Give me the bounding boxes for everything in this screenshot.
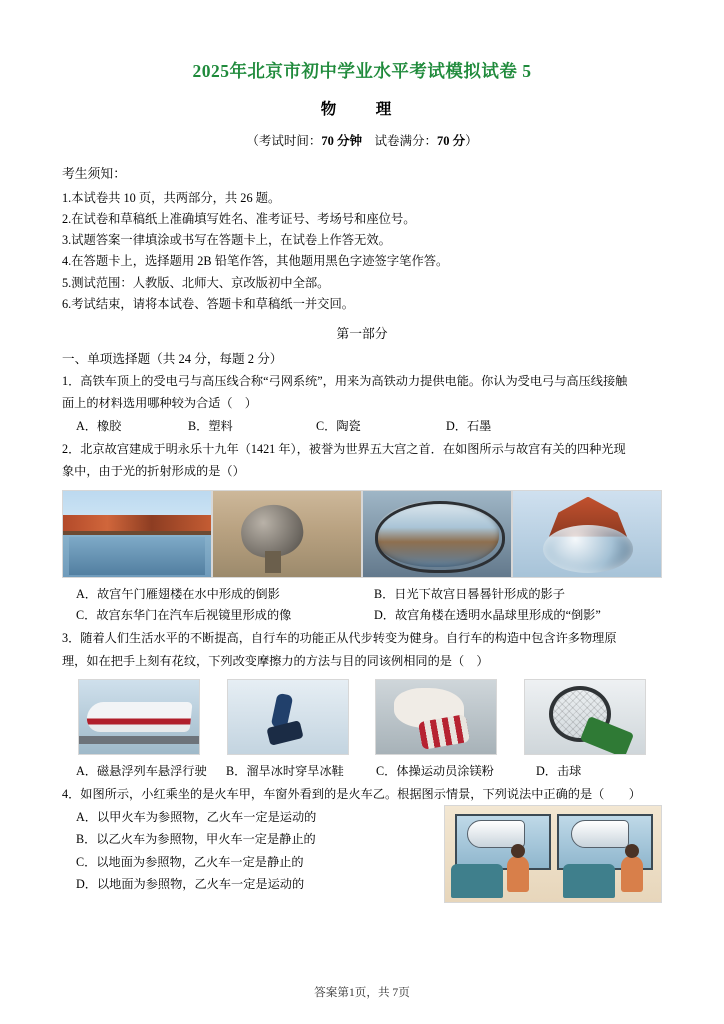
question-4-option-c[interactable]: C．以地面为参照物，乙火车一定是静止的 [76,854,304,869]
question-2-option-c[interactable]: C．故宫东华门在汽车后视镜里形成的像 [76,607,292,622]
question-3-option-c[interactable]: C．体操运动员涂镁粉 [376,764,494,779]
palace-reflection-photo [62,490,212,578]
question-1-options [62,416,662,437]
question-1 [62,371,662,437]
question-3-figures [62,679,662,755]
exam-info-suffix: ） [465,134,478,148]
seat-right [563,864,615,898]
question-4 [62,784,662,903]
section-title-one: 一、单项选择题（共 24 分，每题 2 分） [62,351,283,366]
speed-skater-photo [227,679,349,755]
notice-item-2: 2.在试卷和草稿纸上准确填写姓名、准考证号、考场号和座位号。 [62,212,416,227]
question-4-body [62,805,662,903]
question-3-option-d[interactable]: D．击球 [536,764,582,779]
notice-item-5: 5.测试范围：人教版、北师大、京改版初中全部。 [62,275,330,290]
sundial-photo [212,490,362,578]
question-2-option-b[interactable]: B．日光下故宫日晷晷针形成的影子 [373,586,565,601]
exam-time: 70 分钟 [321,134,362,148]
question-3-stem-line1: 3．随着人们生活水平的不断提高，自行车的功能正从代步转变为健身。自行车的构造中包含许多物理原 [62,631,617,646]
crystal-ball-photo [512,490,662,578]
exam-info-prefix: （考试时间： [246,134,322,148]
notice-item-3: 3.试题答案一律填涂或书写在答题卡上，在试卷上作答无效。 [62,233,391,248]
part-title: 第一部分 [336,326,388,341]
page-title: 2025年北京市初中学业水平考试模拟试卷 5 [192,61,532,81]
tennis-racket-photo [524,679,646,755]
question-2-stem-line1: 2．北京故宫建成于明永乐十九年（1421 年），被誉为世界五大宫之首．在如图所示与故宫有关的四种光现 [62,441,626,456]
car-mirror-photo [362,490,512,578]
question-3-stem-line2: 理，如在把手上刻有花纹，下列改变摩擦力的方法与目的同该例相同的是（ ） [62,653,489,668]
question-2 [62,439,662,627]
passenger-right [621,856,643,892]
question-1-option-d[interactable]: D．石墨 [446,418,492,433]
question-4-stem-line1: 4．如图所示，小红乘坐的是火车甲，车窗外看到的是火车乙。根据图示情景，下列说法中正确的是（ ） [62,787,641,801]
question-4-option-d[interactable]: D．以地面为参照物，乙火车一定是运动的 [76,877,305,891]
question-3-option-a[interactable]: A．磁悬浮列车悬浮行驶 [76,764,207,779]
maglev-train-photo [78,679,200,755]
notice-item-6: 6.考试结束，请将本试卷、答题卡和草稿纸一并交回。 [62,296,355,311]
question-1-option-b[interactable]: B．塑料 [188,418,233,433]
seat-left [451,864,503,898]
question-3 [62,628,662,782]
question-1-option-a[interactable]: A．橡胶 [76,418,122,433]
question-2-option-a[interactable]: A．故宫午门雁翅楼在水中形成的倒影 [76,586,280,601]
question-2-options-row-1 [62,584,662,605]
question-2-figures [62,490,662,578]
question-2-options-row-2 [62,605,662,626]
question-4-option-a[interactable]: A．以甲火车为参照物，乙火车一定是运动的 [76,809,317,824]
question-2-stem-line2: 象中，由于光的折射形成的是（） [62,464,245,479]
passenger-left [507,856,529,892]
notice-item-4: 4.在答题卡上，选择题用 2B 铅笔作答，其他题用黑色字迹签字笔作答。 [62,254,449,269]
question-2-option-d[interactable]: D．故宫角楼在透明水晶球里形成的“倒影” [373,607,601,622]
subject-title: 物 理 [320,101,404,118]
notice-item-1: 1.本试卷共 10 页，共两部分，共 26 题。 [62,191,281,205]
question-1-stem-line1: 1．高铁车顶上的受电弓与高压线合称“弓网系统”，用来为高铁动力提供电能。你认为受电弓与高压线接触 [62,373,628,388]
question-3-options [62,761,662,782]
question-1-option-c[interactable]: C．陶瓷 [316,418,361,433]
question-4-option-b[interactable]: B．以乙火车为参照物，甲火车一定是静止的 [76,832,316,846]
train-b-outside-right [571,820,629,848]
notice-heading: 考生须知： [62,167,126,181]
exam-info [62,131,662,149]
exam-score: 70 分 [437,134,466,148]
exam-info-middle: 试卷满分： [361,134,437,148]
question-3-option-b[interactable]: B．溜旱冰时穿旱冰鞋 [226,764,344,779]
gymnast-chalk-photo [375,679,497,755]
two-trains-window-illustration [444,805,662,903]
question-1-stem-line2: 面上的材料选用哪种较为合适（ ） [62,396,257,411]
page-footer: 答案第1页，共 7页 [314,986,410,999]
